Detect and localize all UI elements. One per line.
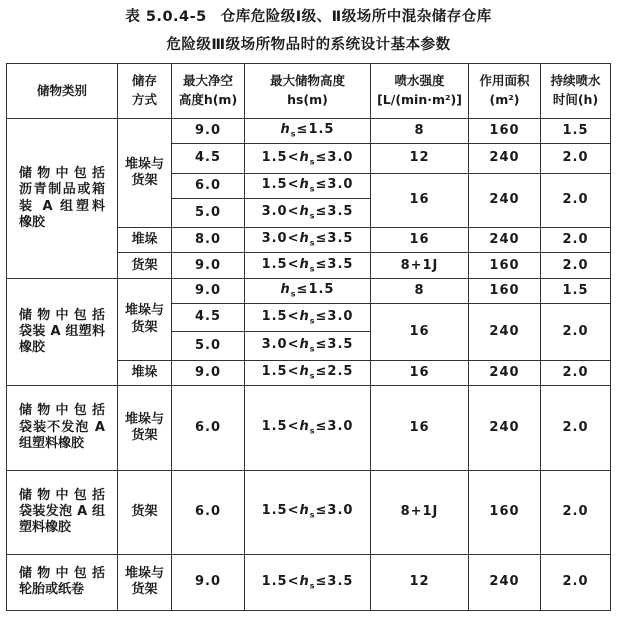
intensity-cell: 16	[371, 227, 469, 252]
duration-cell: 2.0	[541, 386, 611, 470]
intensity-cell: 16	[371, 173, 469, 227]
duration-cell: 2.0	[541, 253, 611, 279]
intensity-cell: 16	[371, 360, 469, 385]
clear-height-cell: 6.0	[172, 386, 245, 470]
intensity-cell: 8+1J	[371, 470, 469, 554]
storage-height-cell: $1.5<h_s\le 3.5$	[245, 554, 371, 610]
table-row	[7, 470, 611, 554]
storage-method-cell: 货架	[118, 253, 172, 279]
duration-cell: 1.5	[541, 279, 611, 303]
clear-height-cell: 9.0	[172, 118, 245, 143]
table-title-text-1: 仓库危险级Ⅰ级、Ⅱ级场所中混杂储存仓库	[220, 9, 492, 25]
table-row	[7, 554, 611, 610]
storage-height-cell: $3.0<h_s\le 3.5$	[245, 199, 371, 227]
storage-method-cell: 货架	[118, 470, 172, 554]
area-cell: 240	[469, 173, 541, 227]
area-cell: 160	[469, 279, 541, 303]
clear-height-cell: 9.0	[172, 253, 245, 279]
storage-method-cell: 堆垛与货架	[118, 118, 172, 227]
header-duration: 持续喷水 时间(h)	[541, 64, 611, 119]
duration-cell: 2.0	[541, 554, 611, 610]
header-category: 储物类别	[7, 64, 118, 119]
clear-height-cell: 9.0	[172, 360, 245, 385]
table-title-line-1	[0, 5, 617, 26]
clear-height-cell: 6.0	[172, 470, 245, 554]
storage-height-cell: $h_s\le 1.5$	[245, 279, 371, 303]
storage-height-cell: $1.5<h_s\le 3.0$	[245, 144, 371, 173]
area-cell: 240	[469, 303, 541, 360]
duration-cell: 2.0	[541, 360, 611, 385]
header-operation-area: 作用面积 (m²)	[469, 64, 541, 119]
duration-cell: 2.0	[541, 173, 611, 227]
header-spray-intensity: 喷水强度 [L/(min·m²)]	[371, 64, 469, 119]
duration-cell: 2.0	[541, 470, 611, 554]
intensity-cell: 16	[371, 303, 469, 360]
clear-height-cell: 4.5	[172, 303, 245, 331]
clear-height-cell: 9.0	[172, 554, 245, 610]
header-row	[7, 64, 611, 119]
storage-height-cell: $1.5<h_s\le 3.5$	[245, 253, 371, 279]
storage-height-cell: $1.5<h_s\le 3.0$	[245, 470, 371, 554]
area-cell: 240	[469, 360, 541, 385]
clear-height-cell: 4.5	[172, 144, 245, 173]
intensity-cell: 8+1J	[371, 253, 469, 279]
storage-method-cell: 堆垛	[118, 360, 172, 385]
table-row	[7, 279, 611, 303]
area-cell: 240	[469, 386, 541, 470]
duration-cell: 2.0	[541, 303, 611, 360]
duration-cell: 2.0	[541, 227, 611, 252]
storage-height-cell: $3.0<h_s\le 3.5$	[245, 332, 371, 360]
area-cell: 240	[469, 144, 541, 173]
table-row	[7, 118, 611, 143]
intensity-cell: 8	[371, 118, 469, 143]
intensity-cell: 12	[371, 554, 469, 610]
duration-cell: 1.5	[541, 118, 611, 143]
area-cell: 240	[469, 227, 541, 252]
clear-height-cell: 9.0	[172, 279, 245, 303]
area-cell: 240	[469, 554, 541, 610]
header-storage: 储存 方式	[118, 64, 172, 119]
intensity-cell: 12	[371, 144, 469, 173]
category-cell: 储物中包括 袋装 A 组塑料 橡胶	[7, 279, 118, 386]
table-title-line-2: 危险级Ⅲ级场所物品时的系统设计基本参数	[166, 37, 451, 53]
storage-height-cell: $h_s\le 1.5$	[245, 118, 371, 143]
clear-height-cell: 8.0	[172, 227, 245, 252]
header-max-storage-height: 最大储物高度 hs(m)	[245, 64, 371, 119]
area-cell: 160	[469, 470, 541, 554]
intensity-cell: 16	[371, 386, 469, 470]
storage-method-cell: 堆垛与货架	[118, 386, 172, 470]
category-cell: 储物中包括 轮胎或纸卷	[7, 554, 118, 610]
category-cell: 储物中包括 袋装不发泡 A 组塑料橡胶	[7, 386, 118, 470]
storage-method-cell: 堆垛与货架	[118, 279, 172, 360]
table-number: 表 5.0.4-5	[125, 9, 207, 25]
parameter-table	[6, 63, 611, 611]
area-cell: 160	[469, 118, 541, 143]
storage-height-cell: $3.0<h_s\le 3.5$	[245, 227, 371, 252]
clear-height-cell: 5.0	[172, 199, 245, 227]
category-cell: 储物中包括 袋装发泡 A 组 塑料橡胶	[7, 470, 118, 554]
intensity-cell: 8	[371, 279, 469, 303]
storage-method-cell: 堆垛	[118, 227, 172, 252]
clear-height-cell: 5.0	[172, 332, 245, 360]
header-clear-height: 最大净空 高度h(m)	[172, 64, 245, 119]
area-cell: 160	[469, 253, 541, 279]
storage-method-cell: 堆垛与货架	[118, 554, 172, 610]
table-row	[7, 386, 611, 470]
storage-height-cell: $1.5<h_s\le 3.0$	[245, 303, 371, 331]
storage-height-cell: $1.5<h_s\le 3.0$	[245, 386, 371, 470]
category-cell: 储物中包括 沥青制品或箱 装 A 组塑料 橡胶	[7, 118, 118, 279]
storage-height-cell: $1.5<h_s\le 2.5$	[245, 360, 371, 385]
duration-cell: 2.0	[541, 144, 611, 173]
storage-height-cell: $1.5<h_s\le 3.0$	[245, 173, 371, 198]
clear-height-cell: 6.0	[172, 173, 245, 198]
